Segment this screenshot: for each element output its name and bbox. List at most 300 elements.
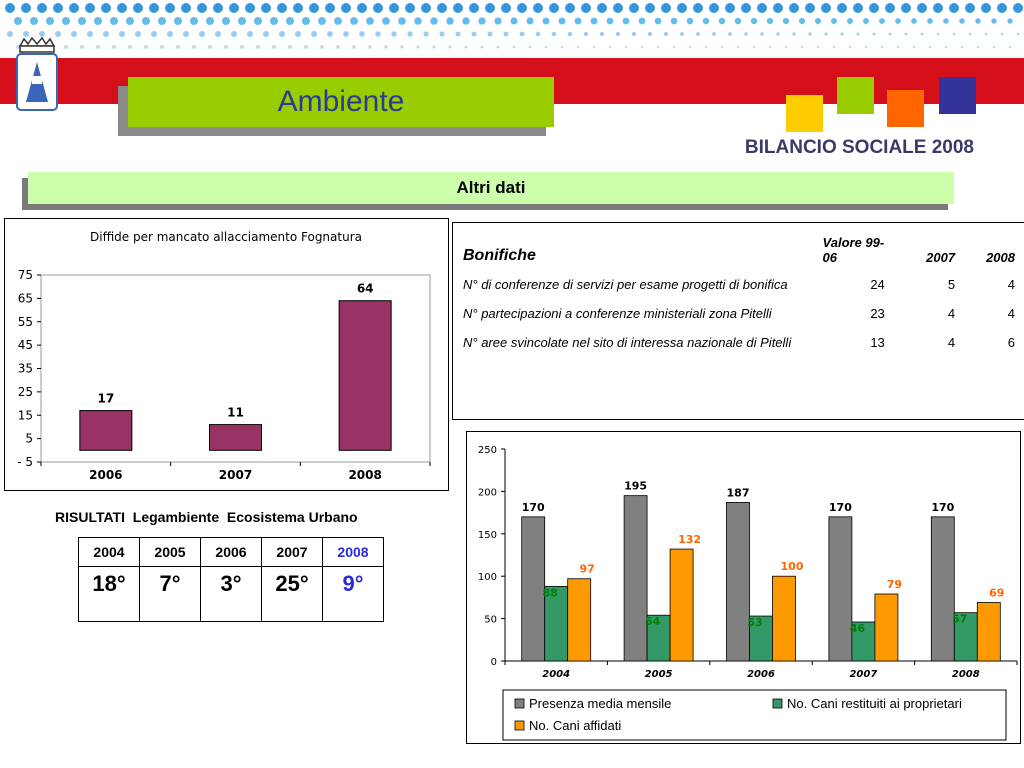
legend-entry: Presenza media mensile: [529, 696, 672, 711]
decorative-dot: [632, 32, 636, 36]
decorative-dot: [815, 18, 821, 24]
decorative-dot: [400, 45, 403, 48]
decorative-dot: [85, 3, 95, 13]
rank-cell: 9°: [323, 567, 384, 622]
decorative-dot: [366, 17, 374, 25]
decorative-dot: [600, 32, 604, 36]
decorative-dot: [933, 3, 943, 13]
header-2008: 2008: [986, 250, 1015, 265]
x-tick-label: 2007: [218, 468, 253, 482]
decorative-dot: [728, 32, 732, 36]
decorative-dot: [917, 3, 927, 13]
decorative-dot: [905, 33, 908, 36]
data-label: 170: [521, 500, 545, 514]
decorative-dot: [977, 46, 979, 48]
decorative-dot: [510, 17, 517, 24]
decorative-dot: [927, 18, 933, 24]
decorative-dot: [712, 32, 716, 36]
decorative-square-green: [837, 77, 874, 114]
decorative-dot: [911, 18, 917, 24]
rank-cell: 18°: [79, 567, 140, 622]
decorative-dot: [613, 3, 623, 13]
city-coat-of-arms-logo: [14, 36, 60, 112]
decorative-dot: [21, 3, 31, 13]
decorative-dot: [1001, 33, 1003, 35]
decorative-dot: [71, 31, 77, 37]
decorative-dot: [799, 18, 805, 24]
row-value: 23: [870, 306, 885, 321]
decorative-dot: [552, 32, 557, 37]
decorative-dot: [311, 31, 317, 37]
decorative-square-orange: [887, 90, 924, 127]
risultati-values-row: [79, 567, 384, 622]
decorative-dot: [536, 32, 541, 37]
data-label: 170: [828, 500, 852, 514]
decorative-dot: [853, 3, 863, 13]
year-cell: 2008: [323, 538, 384, 567]
legend-swatch: [515, 699, 524, 708]
decorative-dot: [30, 17, 38, 25]
decorative-dot: [1009, 46, 1011, 48]
data-label: 17: [97, 391, 115, 406]
decorative-dot: [575, 18, 582, 25]
decorative-dot: [437, 3, 447, 13]
data-label: 88: [542, 586, 558, 600]
decorative-dot: [87, 31, 93, 37]
decorative-dot: [158, 17, 166, 25]
decorative-dot: [953, 33, 955, 35]
bar: [568, 579, 591, 661]
decorative-dot: [985, 33, 987, 35]
decorative-dot: [693, 3, 703, 13]
decorative-dot: [151, 31, 157, 37]
y-tick-label: 150: [477, 529, 497, 541]
year-cell: 2004: [79, 538, 140, 567]
bar: [977, 602, 1000, 661]
decorative-dot: [215, 31, 221, 37]
decorative-dot: [597, 3, 607, 13]
bar: [670, 549, 693, 661]
decorative-dot: [549, 3, 559, 13]
decorative-dot: [357, 3, 367, 13]
decorative-dot: [737, 46, 739, 48]
header-2007: 2007: [926, 250, 956, 265]
decorative-dot: [833, 46, 835, 48]
data-label: 100: [780, 560, 804, 574]
decorative-dot: [593, 46, 595, 48]
decorative-dot: [577, 46, 579, 48]
bonifiche-table: [459, 235, 1019, 350]
decorative-dot: [773, 3, 783, 13]
decorative-dot: [719, 18, 725, 24]
decorative-dot: [785, 46, 787, 48]
bar: [875, 594, 898, 661]
bar: [773, 576, 796, 661]
decorative-dot: [341, 3, 351, 13]
decorative-dot: [965, 3, 975, 13]
decorative-dot: [439, 31, 444, 36]
y-tick-label: 55: [17, 314, 33, 329]
decorative-dot: [680, 32, 684, 36]
data-label: 79: [886, 578, 903, 592]
decorative-dot: [751, 18, 757, 24]
decorative-dot: [167, 31, 173, 37]
decorative-dot: [176, 45, 180, 49]
decorative-dot: [943, 18, 949, 24]
decorative-dot: [384, 45, 388, 49]
decorative-dot: [263, 31, 269, 37]
decorative-dot: [689, 46, 691, 48]
decorative-dot: [671, 18, 678, 25]
decorative-dot: [645, 3, 655, 13]
year-cell: 2007: [262, 538, 323, 567]
decorative-dot: [270, 17, 278, 25]
decorative-dot: [149, 3, 159, 13]
decorative-dot: [103, 31, 109, 37]
decorative-dot: [961, 46, 963, 48]
decorative-dot: [921, 33, 924, 36]
decorative-dot: [231, 31, 237, 37]
decorative-dot: [677, 3, 687, 13]
decorative-dot: [53, 3, 63, 13]
decorative-dot: [174, 17, 182, 25]
decorative-dot: [389, 3, 399, 13]
row-value: 24: [870, 277, 885, 292]
decorative-dot: [821, 3, 831, 13]
chart-diffide-fognatura: [4, 218, 449, 491]
decorative-dot: [165, 3, 175, 13]
decorative-dot: [224, 45, 228, 49]
decorative-dot: [368, 45, 372, 49]
decorative-dot: [981, 3, 991, 13]
decorative-dot: [208, 45, 212, 49]
decorative-dot: [741, 3, 751, 13]
decorative-dot: [293, 3, 303, 13]
bilancio-sociale-label: BILANCIO SOCIALE 2008: [744, 137, 974, 158]
decorative-dot: [462, 17, 469, 24]
x-tick-label: 2008: [348, 468, 382, 482]
decorative-dot: [657, 46, 659, 48]
decorative-dot: [801, 46, 803, 48]
decorative-dot: [655, 18, 662, 25]
decorative-dot: [96, 45, 100, 49]
decorative-dot: [1017, 33, 1019, 35]
row-value: 5: [947, 277, 956, 292]
bonifiche-table-panel: [452, 222, 1024, 420]
decorative-dot: [831, 18, 837, 24]
y-tick-label: 50: [484, 614, 497, 626]
rank-cell: 3°: [201, 567, 262, 622]
decorative-dot: [623, 18, 630, 25]
decorative-dot: [432, 45, 435, 48]
table-row: [459, 321, 1019, 350]
decorative-dot: [865, 46, 867, 48]
decorative-dot: [464, 45, 467, 48]
decorative-dot: [288, 45, 292, 49]
decorative-dot: [863, 18, 869, 24]
decorative-dot: [359, 31, 365, 37]
data-label: 11: [227, 405, 244, 420]
data-label: 132: [678, 533, 702, 547]
bar: [931, 517, 954, 661]
decorative-dot: [789, 3, 799, 13]
decorative-square-navy: [939, 77, 976, 114]
subtitle-box: [28, 172, 954, 204]
decorative-dot: [485, 3, 495, 13]
row-value: 4: [947, 335, 956, 350]
decorative-dot: [277, 3, 287, 13]
x-tick-label: 2006: [747, 669, 775, 680]
decorative-dot: [673, 46, 675, 48]
decorative-dot: [913, 46, 915, 48]
table-row: [459, 265, 1019, 292]
decorative-dot: [504, 32, 509, 37]
rank-cell: 25°: [262, 567, 323, 622]
decorative-dot: [561, 46, 564, 49]
decorative-dot: [837, 3, 847, 13]
y-tick-label: - 5: [17, 455, 33, 469]
legend-entry: No. Cani affidati: [529, 718, 622, 733]
decorative-dot: [7, 31, 13, 37]
y-tick-label: 25: [17, 384, 33, 399]
y-tick-label: 100: [477, 572, 497, 584]
data-label: 46: [849, 621, 866, 635]
data-label: 187: [726, 486, 750, 500]
decorative-dot: [648, 32, 652, 36]
decorative-dot: [421, 3, 431, 13]
chart-diffide-svg: [5, 219, 448, 490]
decorative-dot: [705, 46, 707, 48]
decorative-dot: [568, 32, 573, 37]
data-label: 53: [747, 616, 763, 630]
decorative-dot: [885, 3, 895, 13]
decorative-dot: [256, 45, 260, 49]
decorative-dot: [501, 3, 511, 13]
decorative-dot: [119, 31, 125, 37]
decorative-dot: [133, 3, 143, 13]
data-label: 64: [356, 281, 374, 296]
decorative-dot: [254, 17, 262, 25]
decorative-dot: [969, 33, 971, 35]
y-tick-label: 65: [17, 291, 33, 306]
x-tick-label: 2007: [849, 669, 878, 680]
decorative-dot: [352, 45, 356, 49]
decorative-dot: [46, 17, 54, 25]
decorative-dot: [616, 32, 620, 36]
x-tick-label: 2006: [89, 468, 123, 482]
decorative-dot: [229, 3, 239, 13]
decorative-dot: [126, 17, 134, 25]
page-title: Ambiente: [277, 85, 405, 118]
decorative-dot: [591, 18, 598, 25]
decorative-dot: [222, 17, 230, 25]
decorative-dot: [687, 18, 694, 25]
decorative-dot: [661, 3, 671, 13]
decorative-dot: [391, 31, 396, 36]
bar: [522, 517, 545, 661]
decorative-dot: [817, 46, 819, 48]
chart-title: Diffide per mancato allacciamento Fognatura: [90, 230, 362, 244]
decorative-dot: [757, 3, 767, 13]
row-label: N° aree svincolate nel sito di interessa nazionale di Pitelli: [463, 335, 792, 350]
decorative-dot: [526, 17, 533, 24]
decorative-dot: [238, 17, 246, 25]
decorative-dot: [997, 3, 1007, 13]
decorative-dot: [545, 46, 548, 49]
decorative-dot: [423, 31, 428, 36]
x-tick-label: 2008: [951, 669, 980, 680]
year-cell: 2005: [140, 538, 201, 567]
decorative-dot: [183, 31, 189, 37]
decorative-dot: [144, 45, 148, 49]
decorative-dot: [69, 3, 79, 13]
decorative-dot: [639, 18, 646, 25]
y-tick-label: 45: [17, 338, 33, 353]
bar: [339, 301, 391, 451]
decorative-dot: [295, 31, 301, 37]
data-label: 97: [579, 562, 595, 576]
decorative-dot: [529, 46, 532, 49]
decorative-dot: [78, 17, 86, 25]
decorative-dot: [625, 46, 627, 48]
decorative-dot: [309, 3, 319, 13]
decorative-dot: [64, 45, 68, 49]
decorative-dot: [744, 32, 748, 36]
risultati-table: [78, 537, 384, 622]
decorative-dot: [849, 46, 851, 48]
decorative-dot: [533, 3, 543, 13]
decorative-dot: [135, 31, 141, 37]
y-tick-label: 200: [477, 487, 497, 499]
bar: [829, 517, 852, 661]
decorative-dot: [37, 3, 47, 13]
x-tick-label: 2005: [644, 669, 673, 680]
decorative-dot: [5, 3, 15, 13]
decorative-dot: [879, 18, 885, 24]
table-row: [459, 292, 1019, 321]
decorative-dot: [1007, 18, 1012, 23]
decorative-dot: [110, 17, 118, 25]
legend-entry: No. Cani restituiti ai proprietari: [787, 696, 962, 711]
decorative-dot: [847, 18, 853, 24]
decorative-dot: [873, 33, 876, 36]
decorative-dot: [857, 33, 860, 36]
decorative-dot: [318, 17, 326, 25]
decorative-dot: [881, 46, 883, 48]
decorative-dot: [455, 31, 460, 36]
decorative-dot: [405, 3, 415, 13]
decorative-dot: [991, 18, 996, 23]
decorative-dot: [889, 33, 892, 36]
decorative-dot: [558, 17, 565, 24]
y-tick-label: 15: [17, 408, 33, 423]
decorative-dot: [629, 3, 639, 13]
x-tick-label: 2004: [542, 669, 571, 680]
decorative-dot: [414, 17, 422, 25]
decorative-dot: [398, 17, 406, 25]
bar: [80, 411, 132, 451]
y-tick-label: 0: [490, 657, 497, 668]
decorative-dot: [240, 45, 244, 49]
decorative-dot: [929, 46, 931, 48]
decorative-dot: [247, 31, 253, 37]
decorative-dot: [197, 3, 207, 13]
decorative-dot: [199, 31, 205, 37]
y-tick-label: 75: [17, 268, 33, 282]
decorative-dot: [279, 31, 285, 37]
decorative-dot: [350, 17, 358, 25]
decorative-dot: [494, 17, 501, 24]
decorative-dot: [62, 17, 70, 25]
row-value: 4: [1007, 306, 1015, 321]
row-label: N° partecipazioni a conferenze ministeriali zona Pitelli: [463, 306, 772, 321]
decorative-dot: [945, 46, 947, 48]
decorative-dot: [709, 3, 719, 13]
decorative-dot: [286, 17, 294, 25]
decorative-dot: [776, 32, 779, 35]
decorative-dot: [488, 32, 493, 37]
decorative-dot: [901, 3, 911, 13]
decorative-dot: [272, 45, 276, 49]
data-label: 57: [952, 612, 968, 626]
decorative-dot: [416, 45, 419, 48]
decorative-dot: [192, 45, 196, 49]
dotted-header-band: [0, 0, 1024, 58]
risultati-years-row: [79, 538, 384, 567]
decorative-square-yellow: [786, 95, 823, 132]
row-label: N° di conferenze di servizi per esame progetti di bonifica: [463, 277, 788, 292]
decorative-dot: [517, 3, 527, 13]
decorative-dot: [975, 18, 980, 23]
bar: [210, 425, 262, 451]
decorative-dot: [80, 45, 84, 49]
decorative-dot: [949, 3, 959, 13]
data-label: 170: [931, 500, 955, 514]
decorative-dot: [760, 32, 763, 35]
bonifiche-header-label: Bonifiche: [463, 247, 536, 264]
decorative-dot: [937, 33, 939, 35]
decorative-dot: [805, 3, 815, 13]
decorative-dot: [607, 18, 614, 25]
decorative-dot: [304, 45, 308, 49]
decorative-dot: [213, 3, 223, 13]
decorative-dot: [895, 18, 901, 24]
decorative-dot: [336, 45, 340, 49]
decorative-dot: [565, 3, 575, 13]
chart-cani: [466, 431, 1021, 744]
decorative-dot: [841, 33, 844, 36]
year-cell: 2006: [201, 538, 262, 567]
decorative-dot: [808, 32, 811, 35]
decorative-dot: [581, 3, 591, 13]
chart-cani-svg: [467, 432, 1020, 743]
decorative-dot: [245, 3, 255, 13]
decorative-dot: [696, 32, 700, 36]
decorative-dot: [735, 18, 741, 24]
data-label: 54: [644, 615, 661, 629]
decorative-dot: [325, 3, 335, 13]
y-tick-label: 35: [17, 361, 33, 376]
section-subtitle: Altri dati: [456, 178, 526, 197]
decorative-dot: [101, 3, 111, 13]
legend-swatch: [515, 721, 524, 730]
decorative-dot: [375, 31, 381, 37]
decorative-dot: [792, 32, 795, 35]
decorative-dot: [721, 46, 723, 48]
title-box: [128, 77, 554, 127]
decorative-dot: [478, 17, 485, 24]
decorative-dot: [471, 31, 476, 36]
